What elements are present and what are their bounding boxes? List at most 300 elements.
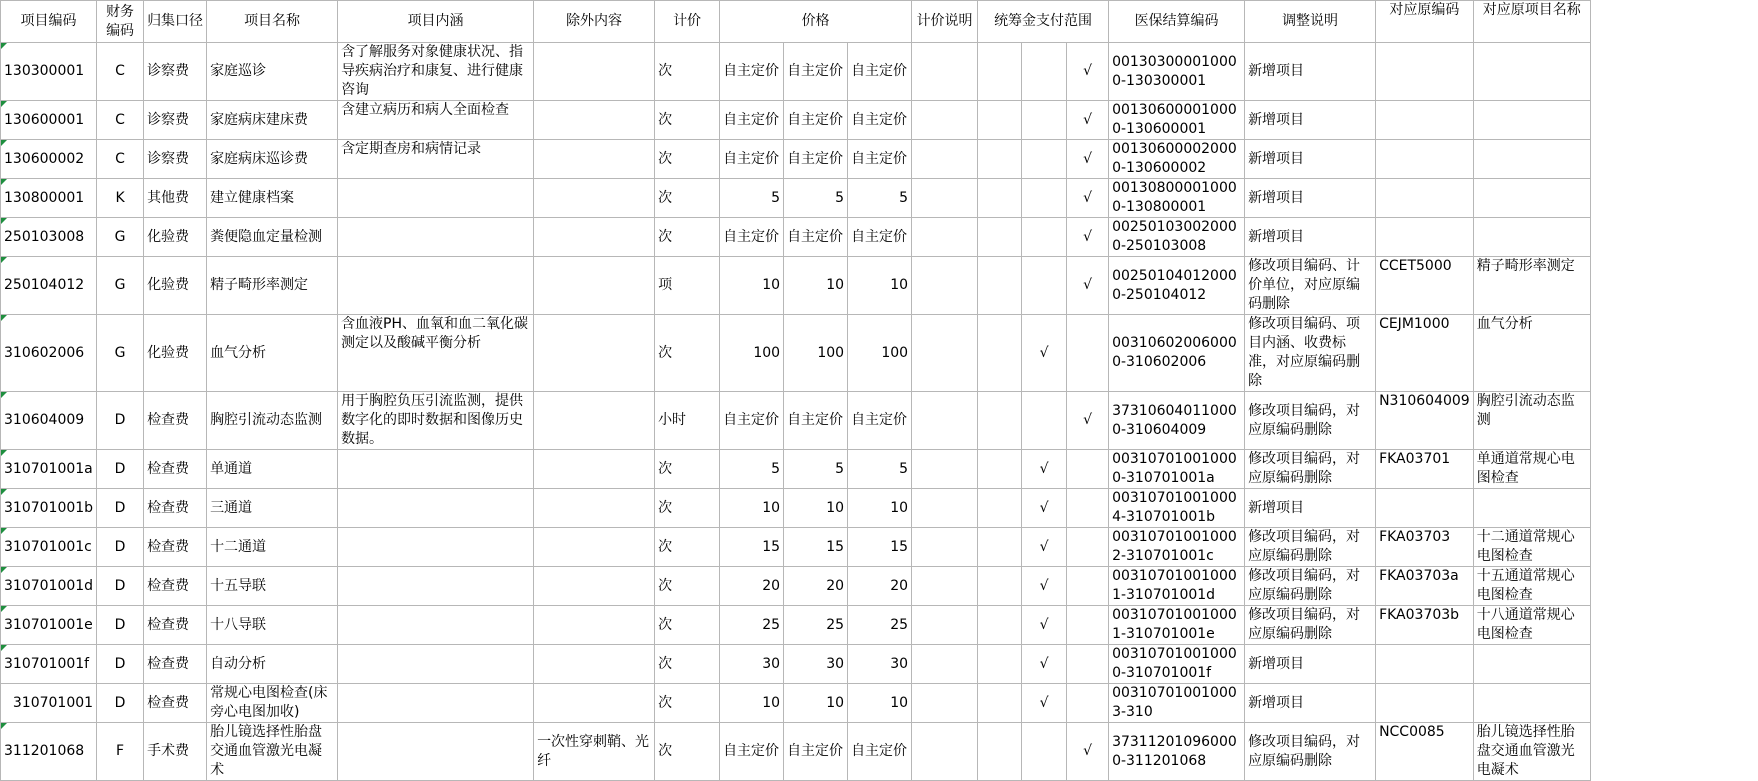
cell-unit[interactable] bbox=[655, 257, 720, 315]
cell-excluded[interactable] bbox=[534, 392, 655, 450]
cell-scope-3[interactable] bbox=[1067, 140, 1109, 179]
cell-name[interactable] bbox=[207, 257, 338, 315]
cell-orig-code[interactable] bbox=[1376, 43, 1474, 101]
cell-settle-code[interactable] bbox=[1109, 392, 1245, 450]
cell-unit[interactable] bbox=[655, 606, 720, 645]
cell-name[interactable] bbox=[207, 528, 338, 567]
cell-scope-2[interactable] bbox=[1022, 218, 1067, 257]
cell-fin-code[interactable] bbox=[97, 101, 144, 140]
cell-category[interactable] bbox=[144, 43, 207, 101]
cell-scope-2[interactable] bbox=[1022, 489, 1067, 528]
cell-scope-1[interactable] bbox=[978, 723, 1022, 781]
cell-scope-1[interactable] bbox=[978, 489, 1022, 528]
cell-price-2[interactable] bbox=[784, 392, 848, 450]
cell-price-2[interactable] bbox=[784, 140, 848, 179]
cell-code[interactable] bbox=[1, 567, 97, 606]
cell-orig-code[interactable] bbox=[1376, 489, 1474, 528]
cell-scope-1[interactable] bbox=[978, 528, 1022, 567]
cell-scope-2[interactable] bbox=[1022, 567, 1067, 606]
cell-adjust[interactable] bbox=[1245, 450, 1376, 489]
cell-orig-code[interactable] bbox=[1376, 645, 1474, 684]
cell-scope-3[interactable] bbox=[1067, 179, 1109, 218]
cell-settle-code[interactable] bbox=[1109, 101, 1245, 140]
cell-name[interactable] bbox=[207, 645, 338, 684]
cell-adjust[interactable] bbox=[1245, 257, 1376, 315]
cell-excluded[interactable] bbox=[534, 257, 655, 315]
cell-price-1[interactable] bbox=[720, 257, 784, 315]
cell-scope-2[interactable] bbox=[1022, 450, 1067, 489]
cell-price-3[interactable] bbox=[848, 645, 912, 684]
cell-price-3[interactable] bbox=[848, 392, 912, 450]
cell-orig-code[interactable] bbox=[1376, 450, 1474, 489]
cell-scope-2[interactable] bbox=[1022, 528, 1067, 567]
cell-scope-1[interactable] bbox=[978, 645, 1022, 684]
cell-price-note[interactable] bbox=[912, 684, 978, 723]
cell-content[interactable] bbox=[338, 567, 534, 606]
cell-scope-3[interactable] bbox=[1067, 218, 1109, 257]
cell-scope-1[interactable] bbox=[978, 315, 1022, 392]
cell-content[interactable] bbox=[338, 140, 534, 179]
cell-price-2[interactable] bbox=[784, 101, 848, 140]
cell-scope-2[interactable] bbox=[1022, 606, 1067, 645]
cell-name[interactable] bbox=[207, 218, 338, 257]
cell-name[interactable] bbox=[207, 489, 338, 528]
cell-unit[interactable] bbox=[655, 528, 720, 567]
cell-price-3[interactable] bbox=[848, 140, 912, 179]
cell-excluded[interactable] bbox=[534, 723, 655, 781]
cell-unit[interactable] bbox=[655, 684, 720, 723]
cell-orig-code[interactable] bbox=[1376, 218, 1474, 257]
cell-settle-code[interactable] bbox=[1109, 257, 1245, 315]
cell-adjust[interactable] bbox=[1245, 723, 1376, 781]
cell-fin-code[interactable] bbox=[97, 684, 144, 723]
cell-code[interactable] bbox=[1, 450, 97, 489]
cell-content[interactable] bbox=[338, 315, 534, 392]
cell-category[interactable] bbox=[144, 489, 207, 528]
cell-unit[interactable] bbox=[655, 489, 720, 528]
cell-price-3[interactable] bbox=[848, 218, 912, 257]
cell-unit[interactable] bbox=[655, 315, 720, 392]
cell-fin-code[interactable] bbox=[97, 315, 144, 392]
cell-code[interactable] bbox=[1, 392, 97, 450]
header-unit[interactable]: 计价 bbox=[655, 1, 720, 43]
cell-category[interactable] bbox=[144, 684, 207, 723]
cell-excluded[interactable] bbox=[534, 567, 655, 606]
cell-orig-code[interactable] bbox=[1376, 179, 1474, 218]
cell-content[interactable] bbox=[338, 257, 534, 315]
cell-price-1[interactable] bbox=[720, 567, 784, 606]
header-excluded[interactable]: 除外内容 bbox=[534, 1, 655, 43]
cell-adjust[interactable] bbox=[1245, 43, 1376, 101]
cell-price-1[interactable] bbox=[720, 489, 784, 528]
cell-price-2[interactable] bbox=[784, 315, 848, 392]
cell-name[interactable] bbox=[207, 450, 338, 489]
cell-category[interactable] bbox=[144, 315, 207, 392]
header-adjust[interactable]: 调整说明 bbox=[1245, 1, 1376, 43]
cell-settle-code[interactable] bbox=[1109, 528, 1245, 567]
cell-fin-code[interactable] bbox=[97, 392, 144, 450]
cell-name[interactable] bbox=[207, 101, 338, 140]
cell-code[interactable] bbox=[1, 43, 97, 101]
cell-name[interactable] bbox=[207, 567, 338, 606]
cell-orig-code[interactable] bbox=[1376, 606, 1474, 645]
cell-unit[interactable] bbox=[655, 101, 720, 140]
header-content[interactable]: 项目内涵 bbox=[338, 1, 534, 43]
cell-excluded[interactable] bbox=[534, 645, 655, 684]
cell-content[interactable] bbox=[338, 528, 534, 567]
cell-fin-code[interactable] bbox=[97, 489, 144, 528]
cell-price-2[interactable] bbox=[784, 43, 848, 101]
cell-price-1[interactable] bbox=[720, 315, 784, 392]
cell-code[interactable] bbox=[1, 179, 97, 218]
cell-excluded[interactable] bbox=[534, 450, 655, 489]
cell-price-1[interactable] bbox=[720, 723, 784, 781]
header-name[interactable]: 项目名称 bbox=[207, 1, 338, 43]
cell-orig-code[interactable] bbox=[1376, 392, 1474, 450]
cell-price-3[interactable] bbox=[848, 315, 912, 392]
cell-price-3[interactable] bbox=[848, 528, 912, 567]
header-fund-scope[interactable]: 统筹金支付范围 bbox=[978, 1, 1109, 43]
cell-adjust[interactable] bbox=[1245, 567, 1376, 606]
cell-code[interactable] bbox=[1, 101, 97, 140]
cell-category[interactable] bbox=[144, 257, 207, 315]
cell-content[interactable] bbox=[338, 218, 534, 257]
cell-price-3[interactable] bbox=[848, 101, 912, 140]
header-code[interactable]: 项目编码 bbox=[1, 1, 97, 43]
cell-scope-1[interactable] bbox=[978, 684, 1022, 723]
cell-category[interactable] bbox=[144, 392, 207, 450]
cell-excluded[interactable] bbox=[534, 315, 655, 392]
cell-price-note[interactable] bbox=[912, 257, 978, 315]
header-price[interactable]: 价格 bbox=[720, 1, 912, 43]
cell-scope-2[interactable] bbox=[1022, 43, 1067, 101]
cell-excluded[interactable] bbox=[534, 684, 655, 723]
cell-category[interactable] bbox=[144, 723, 207, 781]
cell-adjust[interactable] bbox=[1245, 645, 1376, 684]
cell-adjust[interactable] bbox=[1245, 528, 1376, 567]
cell-fin-code[interactable] bbox=[97, 218, 144, 257]
cell-settle-code[interactable] bbox=[1109, 218, 1245, 257]
cell-scope-1[interactable] bbox=[978, 218, 1022, 257]
cell-excluded[interactable] bbox=[534, 43, 655, 101]
cell-orig-code[interactable] bbox=[1376, 723, 1474, 781]
cell-name[interactable] bbox=[207, 140, 338, 179]
cell-fin-code[interactable] bbox=[97, 179, 144, 218]
cell-price-note[interactable] bbox=[912, 140, 978, 179]
cell-excluded[interactable] bbox=[534, 101, 655, 140]
cell-settle-code[interactable] bbox=[1109, 43, 1245, 101]
cell-price-note[interactable] bbox=[912, 528, 978, 567]
cell-price-3[interactable] bbox=[848, 723, 912, 781]
header-fin-code[interactable]: 财务编码 bbox=[97, 1, 144, 43]
cell-name[interactable] bbox=[207, 392, 338, 450]
cell-category[interactable] bbox=[144, 645, 207, 684]
cell-excluded[interactable] bbox=[534, 606, 655, 645]
cell-scope-1[interactable] bbox=[978, 392, 1022, 450]
cell-excluded[interactable] bbox=[534, 218, 655, 257]
cell-adjust[interactable] bbox=[1245, 101, 1376, 140]
cell-orig-code[interactable] bbox=[1376, 140, 1474, 179]
cell-orig-name[interactable] bbox=[1473, 257, 1590, 315]
cell-settle-code[interactable] bbox=[1109, 723, 1245, 781]
cell-fin-code[interactable] bbox=[97, 140, 144, 179]
cell-excluded[interactable] bbox=[534, 489, 655, 528]
cell-scope-3[interactable] bbox=[1067, 684, 1109, 723]
header-orig-code[interactable]: 对应原编码 bbox=[1376, 1, 1474, 43]
cell-code[interactable] bbox=[1, 140, 97, 179]
cell-content[interactable] bbox=[338, 392, 534, 450]
cell-scope-2[interactable] bbox=[1022, 179, 1067, 218]
cell-fin-code[interactable] bbox=[97, 257, 144, 315]
cell-scope-3[interactable] bbox=[1067, 567, 1109, 606]
cell-price-3[interactable] bbox=[848, 606, 912, 645]
cell-price-1[interactable] bbox=[720, 450, 784, 489]
cell-orig-name[interactable] bbox=[1473, 140, 1590, 179]
cell-name[interactable] bbox=[207, 315, 338, 392]
cell-fin-code[interactable] bbox=[97, 528, 144, 567]
cell-scope-1[interactable] bbox=[978, 179, 1022, 218]
cell-scope-1[interactable] bbox=[978, 257, 1022, 315]
cell-price-note[interactable] bbox=[912, 43, 978, 101]
cell-scope-2[interactable] bbox=[1022, 101, 1067, 140]
cell-price-note[interactable] bbox=[912, 392, 978, 450]
cell-scope-2[interactable] bbox=[1022, 140, 1067, 179]
cell-content[interactable] bbox=[338, 645, 534, 684]
header-price-note[interactable]: 计价说明 bbox=[912, 1, 978, 43]
cell-settle-code[interactable] bbox=[1109, 140, 1245, 179]
cell-name[interactable] bbox=[207, 43, 338, 101]
cell-scope-1[interactable] bbox=[978, 567, 1022, 606]
cell-scope-3[interactable] bbox=[1067, 489, 1109, 528]
cell-orig-name[interactable] bbox=[1473, 218, 1590, 257]
cell-orig-name[interactable] bbox=[1473, 489, 1590, 528]
cell-content[interactable] bbox=[338, 101, 534, 140]
cell-content[interactable] bbox=[338, 684, 534, 723]
cell-unit[interactable] bbox=[655, 43, 720, 101]
cell-scope-1[interactable] bbox=[978, 606, 1022, 645]
cell-settle-code[interactable] bbox=[1109, 450, 1245, 489]
header-settle-code[interactable]: 医保结算编码 bbox=[1109, 1, 1245, 43]
cell-settle-code[interactable] bbox=[1109, 179, 1245, 218]
cell-scope-2[interactable] bbox=[1022, 315, 1067, 392]
cell-fin-code[interactable] bbox=[97, 723, 144, 781]
cell-fin-code[interactable] bbox=[97, 450, 144, 489]
cell-price-note[interactable] bbox=[912, 723, 978, 781]
cell-scope-1[interactable] bbox=[978, 43, 1022, 101]
header-category[interactable]: 归集口径 bbox=[144, 1, 207, 43]
cell-code[interactable] bbox=[1, 645, 97, 684]
cell-category[interactable] bbox=[144, 140, 207, 179]
cell-category[interactable] bbox=[144, 218, 207, 257]
cell-unit[interactable] bbox=[655, 723, 720, 781]
cell-unit[interactable] bbox=[655, 645, 720, 684]
cell-scope-2[interactable] bbox=[1022, 257, 1067, 315]
cell-code[interactable] bbox=[1, 257, 97, 315]
cell-scope-1[interactable] bbox=[978, 450, 1022, 489]
cell-price-1[interactable] bbox=[720, 218, 784, 257]
cell-content[interactable] bbox=[338, 179, 534, 218]
cell-scope-2[interactable] bbox=[1022, 645, 1067, 684]
cell-scope-2[interactable] bbox=[1022, 684, 1067, 723]
cell-scope-3[interactable] bbox=[1067, 43, 1109, 101]
cell-price-3[interactable] bbox=[848, 43, 912, 101]
cell-unit[interactable] bbox=[655, 218, 720, 257]
cell-orig-name[interactable] bbox=[1473, 179, 1590, 218]
cell-price-2[interactable] bbox=[784, 606, 848, 645]
cell-unit[interactable] bbox=[655, 392, 720, 450]
cell-category[interactable] bbox=[144, 179, 207, 218]
cell-orig-name[interactable] bbox=[1473, 645, 1590, 684]
cell-orig-name[interactable] bbox=[1473, 528, 1590, 567]
cell-price-note[interactable] bbox=[912, 218, 978, 257]
cell-category[interactable] bbox=[144, 101, 207, 140]
cell-content[interactable] bbox=[338, 489, 534, 528]
cell-name[interactable] bbox=[207, 723, 338, 781]
cell-orig-name[interactable] bbox=[1473, 723, 1590, 781]
cell-price-note[interactable] bbox=[912, 315, 978, 392]
cell-code[interactable] bbox=[1, 606, 97, 645]
cell-orig-name[interactable] bbox=[1473, 567, 1590, 606]
cell-scope-3[interactable] bbox=[1067, 528, 1109, 567]
cell-price-2[interactable] bbox=[784, 684, 848, 723]
cell-name[interactable] bbox=[207, 179, 338, 218]
cell-scope-1[interactable] bbox=[978, 101, 1022, 140]
cell-price-2[interactable] bbox=[784, 218, 848, 257]
cell-adjust[interactable] bbox=[1245, 179, 1376, 218]
cell-scope-3[interactable] bbox=[1067, 723, 1109, 781]
cell-settle-code[interactable] bbox=[1109, 567, 1245, 606]
cell-settle-code[interactable] bbox=[1109, 645, 1245, 684]
cell-fin-code[interactable] bbox=[97, 567, 144, 606]
cell-code[interactable] bbox=[1, 315, 97, 392]
cell-price-2[interactable] bbox=[784, 567, 848, 606]
cell-unit[interactable] bbox=[655, 567, 720, 606]
cell-price-1[interactable] bbox=[720, 43, 784, 101]
cell-code[interactable] bbox=[1, 218, 97, 257]
cell-orig-code[interactable] bbox=[1376, 257, 1474, 315]
cell-orig-code[interactable] bbox=[1376, 567, 1474, 606]
cell-orig-name[interactable] bbox=[1473, 392, 1590, 450]
cell-adjust[interactable] bbox=[1245, 140, 1376, 179]
cell-fin-code[interactable] bbox=[97, 645, 144, 684]
cell-price-1[interactable] bbox=[720, 606, 784, 645]
cell-price-3[interactable] bbox=[848, 257, 912, 315]
cell-category[interactable] bbox=[144, 606, 207, 645]
cell-price-note[interactable] bbox=[912, 567, 978, 606]
cell-unit[interactable] bbox=[655, 140, 720, 179]
cell-adjust[interactable] bbox=[1245, 315, 1376, 392]
cell-scope-3[interactable] bbox=[1067, 392, 1109, 450]
cell-adjust[interactable] bbox=[1245, 392, 1376, 450]
cell-name[interactable] bbox=[207, 606, 338, 645]
cell-scope-3[interactable] bbox=[1067, 606, 1109, 645]
cell-price-note[interactable] bbox=[912, 606, 978, 645]
cell-content[interactable] bbox=[338, 723, 534, 781]
cell-orig-name[interactable] bbox=[1473, 684, 1590, 723]
cell-fin-code[interactable] bbox=[97, 43, 144, 101]
cell-price-2[interactable] bbox=[784, 528, 848, 567]
cell-fin-code[interactable] bbox=[97, 606, 144, 645]
cell-price-note[interactable] bbox=[912, 101, 978, 140]
cell-adjust[interactable] bbox=[1245, 606, 1376, 645]
cell-settle-code[interactable] bbox=[1109, 489, 1245, 528]
cell-price-1[interactable] bbox=[720, 179, 784, 218]
cell-settle-code[interactable] bbox=[1109, 684, 1245, 723]
cell-scope-3[interactable] bbox=[1067, 645, 1109, 684]
cell-price-1[interactable] bbox=[720, 645, 784, 684]
header-orig-name[interactable]: 对应原项目名称 bbox=[1473, 1, 1590, 43]
cell-orig-name[interactable] bbox=[1473, 315, 1590, 392]
cell-excluded[interactable] bbox=[534, 528, 655, 567]
cell-settle-code[interactable] bbox=[1109, 315, 1245, 392]
cell-code[interactable] bbox=[1, 723, 97, 781]
cell-name[interactable] bbox=[207, 684, 338, 723]
cell-price-1[interactable] bbox=[720, 528, 784, 567]
cell-adjust[interactable] bbox=[1245, 684, 1376, 723]
cell-scope-3[interactable] bbox=[1067, 257, 1109, 315]
cell-content[interactable] bbox=[338, 450, 534, 489]
cell-adjust[interactable] bbox=[1245, 218, 1376, 257]
cell-price-2[interactable] bbox=[784, 645, 848, 684]
cell-scope-2[interactable] bbox=[1022, 392, 1067, 450]
cell-scope-2[interactable] bbox=[1022, 723, 1067, 781]
cell-category[interactable] bbox=[144, 567, 207, 606]
cell-price-3[interactable] bbox=[848, 567, 912, 606]
cell-price-note[interactable] bbox=[912, 645, 978, 684]
cell-code[interactable] bbox=[1, 684, 97, 723]
cell-content[interactable] bbox=[338, 43, 534, 101]
cell-excluded[interactable] bbox=[534, 179, 655, 218]
cell-code[interactable] bbox=[1, 528, 97, 567]
cell-settle-code[interactable] bbox=[1109, 606, 1245, 645]
cell-price-2[interactable] bbox=[784, 723, 848, 781]
cell-unit[interactable] bbox=[655, 450, 720, 489]
cell-price-3[interactable] bbox=[848, 489, 912, 528]
cell-price-1[interactable] bbox=[720, 101, 784, 140]
cell-scope-3[interactable] bbox=[1067, 450, 1109, 489]
cell-scope-3[interactable] bbox=[1067, 101, 1109, 140]
cell-price-2[interactable] bbox=[784, 257, 848, 315]
cell-orig-code[interactable] bbox=[1376, 315, 1474, 392]
cell-price-note[interactable] bbox=[912, 489, 978, 528]
cell-price-3[interactable] bbox=[848, 450, 912, 489]
cell-excluded[interactable] bbox=[534, 140, 655, 179]
cell-content[interactable] bbox=[338, 606, 534, 645]
cell-scope-1[interactable] bbox=[978, 140, 1022, 179]
cell-price-3[interactable] bbox=[848, 179, 912, 218]
cell-price-1[interactable] bbox=[720, 684, 784, 723]
cell-price-1[interactable] bbox=[720, 140, 784, 179]
cell-unit[interactable] bbox=[655, 179, 720, 218]
cell-price-note[interactable] bbox=[912, 450, 978, 489]
cell-code[interactable] bbox=[1, 489, 97, 528]
cell-category[interactable] bbox=[144, 450, 207, 489]
cell-price-2[interactable] bbox=[784, 179, 848, 218]
cell-price-3[interactable] bbox=[848, 684, 912, 723]
cell-price-2[interactable] bbox=[784, 489, 848, 528]
cell-adjust[interactable] bbox=[1245, 489, 1376, 528]
cell-scope-3[interactable] bbox=[1067, 315, 1109, 392]
cell-orig-code[interactable] bbox=[1376, 101, 1474, 140]
cell-price-note[interactable] bbox=[912, 179, 978, 218]
cell-price-1[interactable] bbox=[720, 392, 784, 450]
cell-price-2[interactable] bbox=[784, 450, 848, 489]
cell-orig-code[interactable] bbox=[1376, 528, 1474, 567]
cell-orig-name[interactable] bbox=[1473, 101, 1590, 140]
cell-orig-code[interactable] bbox=[1376, 684, 1474, 723]
cell-orig-name[interactable] bbox=[1473, 43, 1590, 101]
cell-category[interactable] bbox=[144, 528, 207, 567]
